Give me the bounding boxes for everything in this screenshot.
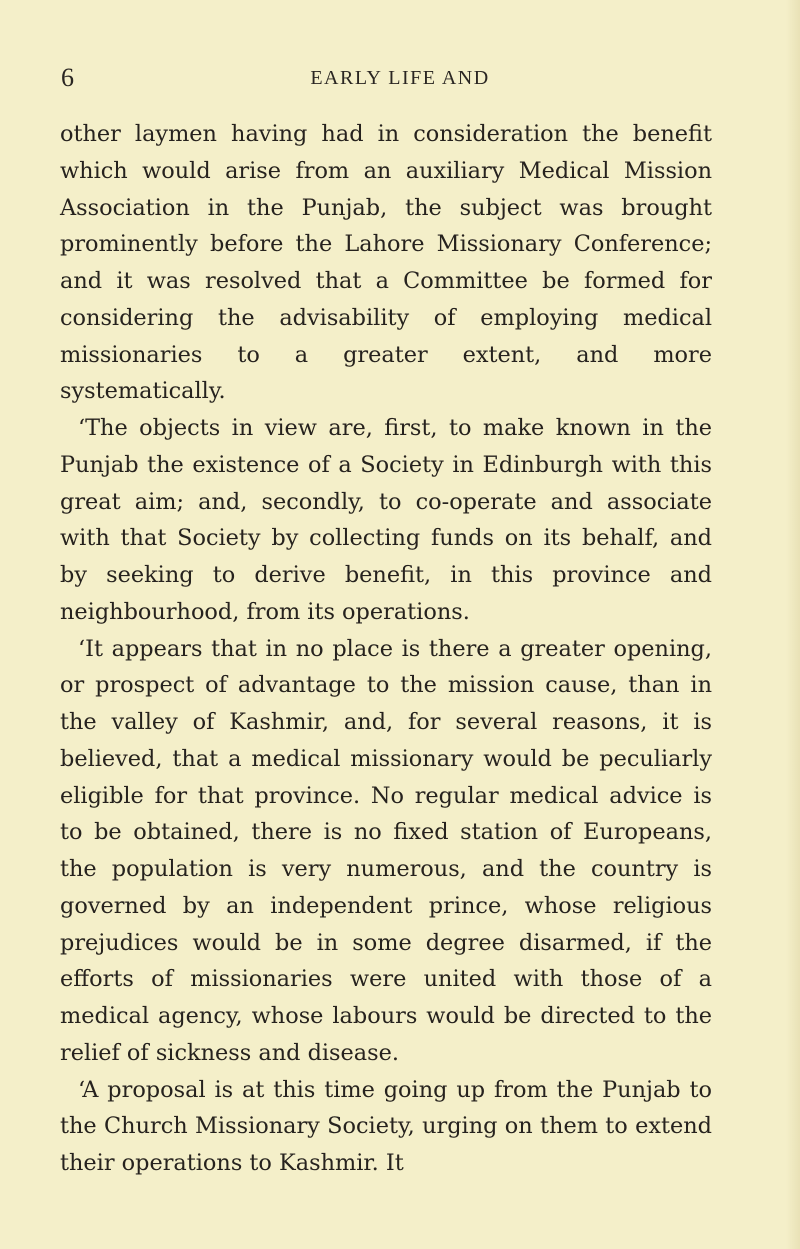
paragraph-2: ‘The objects in view are, first, to make known in the Punjab the existence of a Society in Edinburgh with this great aim; and, secondly, to co-operate and associate with that Society by collecting funds on its behalf, and by seeking to derive benefit, in this province and neighbourhood, from its operations.	[60, 415, 712, 625]
paragraph-3: ‘It appears that in no place is there a greater opening, or prospect of advantage to the mission cause, than in the valley of Kashmir, and, for several reasons, it is believed, that a medical missionary would be peculiarly eligible for that province. No regular medical advice is to be obtained, there is no fixed station of Europeans, the population is very numerous, and the country is governed by an independent prince, whose religious prejudices would be in some degree disarmed, if the efforts of missionaries were united with those of a medical agency, whose labours would be directed to the relief of sickness and disease.	[60, 635, 712, 1066]
page-edge-shadow	[786, 0, 800, 1249]
body-text	[60, 116, 712, 1182]
paragraph-4: ‘A proposal is at this time going up from the Punjab to the Church Missionary Society, urging on them to extend their operations to Kashmir. It	[60, 1076, 712, 1176]
paragraph-1: other laymen having had in consideration the benefit which would arise from an auxiliary Medical Mission Association in the Punjab, the subject was brought prominently before the Lahore Missionary Conference; and it was resolved that a Committee be formed for considering the advisability of employing medical missionaries to a greater extent, and more systematically.	[60, 121, 712, 405]
page-number: 6	[61, 63, 74, 92]
page-header	[0, 58, 800, 98]
running-head: EARLY LIFE AND	[310, 67, 490, 89]
